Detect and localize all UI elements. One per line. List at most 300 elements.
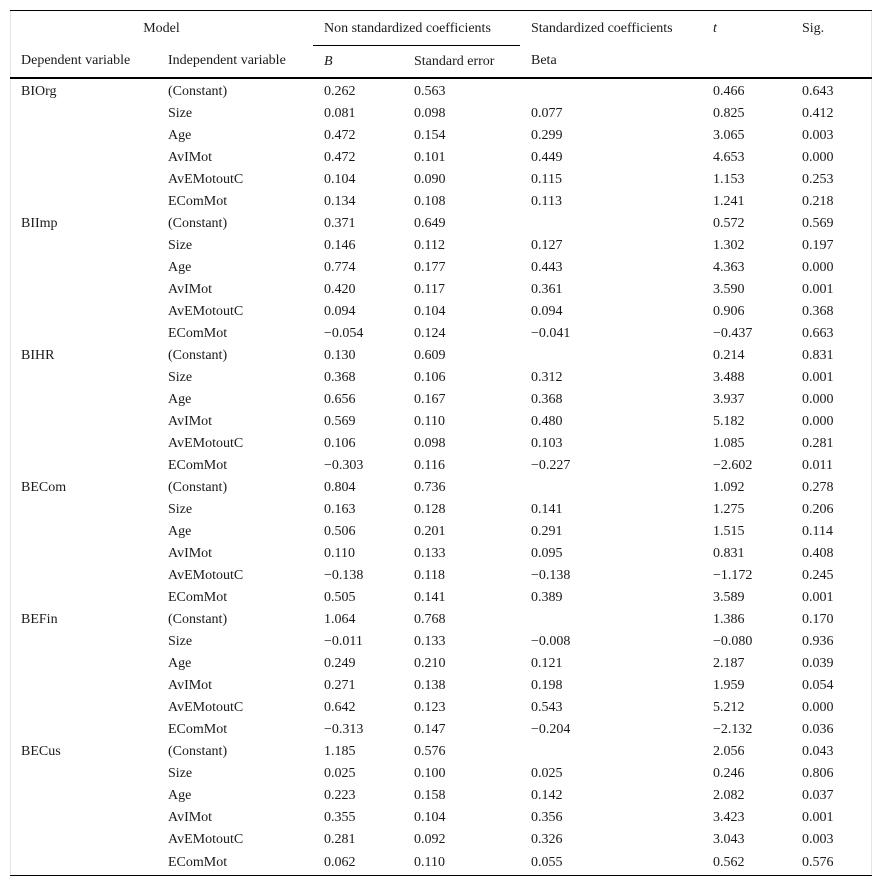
standard-error-cell: 0.609 <box>414 348 446 363</box>
sig-cell: 0.001 <box>802 810 834 825</box>
beta-cell: 0.361 <box>531 282 563 297</box>
t-cell: 3.065 <box>713 128 745 143</box>
table-row <box>10 543 872 565</box>
standard-error-cell: 0.124 <box>414 326 446 341</box>
dependent-variable-cell <box>10 499 157 521</box>
t-subheader-empty <box>702 46 791 79</box>
standardized-header: Standardized coefficients <box>531 20 673 36</box>
dependent-variable-header: Dependent variable <box>21 53 131 69</box>
b-cell: 0.656 <box>324 392 356 407</box>
table-row <box>10 829 872 851</box>
table-row <box>10 103 872 125</box>
beta-cell <box>520 213 702 235</box>
t-cell: 3.589 <box>713 590 745 605</box>
b-cell: 0.262 <box>324 84 356 99</box>
dependent-variable-cell: BECom <box>21 480 67 495</box>
sig-cell: 0.037 <box>802 788 834 803</box>
independent-variable-cell: EComMot <box>168 855 228 870</box>
beta-cell <box>520 78 702 103</box>
standard-error-cell: 0.167 <box>414 392 446 407</box>
standard-error-cell: 0.104 <box>414 810 446 825</box>
dependent-variable-cell <box>10 807 157 829</box>
b-cell: 0.094 <box>324 304 356 319</box>
table-row <box>10 125 872 147</box>
t-cell: −0.080 <box>713 634 753 649</box>
dependent-variable-cell <box>10 653 157 675</box>
table-row <box>10 257 872 279</box>
sig-cell: 0.218 <box>802 194 834 209</box>
standard-error-cell: 0.201 <box>414 524 446 539</box>
t-cell: 2.082 <box>713 788 745 803</box>
sig-cell: 0.000 <box>802 700 834 715</box>
sig-cell: 0.569 <box>802 216 834 231</box>
independent-variable-cell: EComMot <box>168 326 228 341</box>
sig-cell: 0.831 <box>802 348 834 363</box>
sig-cell: 0.043 <box>802 744 834 759</box>
standard-error-cell: 0.210 <box>414 656 446 671</box>
dependent-variable-cell <box>10 521 157 543</box>
beta-cell: 0.356 <box>531 810 563 825</box>
b-cell: −0.138 <box>324 568 364 583</box>
sig-cell: 0.000 <box>802 414 834 429</box>
beta-cell: 0.480 <box>531 414 563 429</box>
b-cell: −0.303 <box>324 458 364 473</box>
b-cell: 0.081 <box>324 106 356 121</box>
standard-error-cell: 0.116 <box>414 458 445 473</box>
table-row <box>10 367 872 389</box>
sig-cell: 0.001 <box>802 282 834 297</box>
t-cell: 1.275 <box>713 502 745 517</box>
t-cell: 1.241 <box>713 194 745 209</box>
sig-header: Sig. <box>802 20 825 36</box>
independent-variable-cell: Size <box>168 766 193 781</box>
t-cell: 0.906 <box>713 304 745 319</box>
sig-cell: 0.245 <box>802 568 834 583</box>
beta-cell: 0.198 <box>531 678 563 693</box>
sig-cell: 0.643 <box>802 84 834 99</box>
sig-cell: 0.197 <box>802 238 834 253</box>
t-cell: −0.437 <box>713 326 753 341</box>
dependent-variable-cell <box>10 719 157 741</box>
standard-error-cell: 0.133 <box>414 634 446 649</box>
t-cell: 2.056 <box>713 744 745 759</box>
dependent-variable-cell: BEFin <box>21 612 58 627</box>
sig-cell: 0.206 <box>802 502 834 517</box>
table-row <box>10 235 872 257</box>
b-cell: 0.271 <box>324 678 356 693</box>
dependent-variable-cell: BIImp <box>21 216 58 231</box>
dependent-variable-cell <box>10 411 157 433</box>
t-cell: 3.937 <box>713 392 745 407</box>
dependent-variable-cell <box>10 301 157 323</box>
b-cell: 0.104 <box>324 172 356 187</box>
t-cell: 1.386 <box>713 612 745 627</box>
standard-error-cell: 0.154 <box>414 128 446 143</box>
b-cell: 0.025 <box>324 766 356 781</box>
table-row <box>10 433 872 455</box>
dependent-variable-cell <box>10 829 157 851</box>
table-row <box>10 213 872 235</box>
t-cell: 0.466 <box>713 84 745 99</box>
standard-error-cell: 0.112 <box>414 238 445 253</box>
standard-error-cell: 0.098 <box>414 106 446 121</box>
independent-variable-cell: Age <box>168 656 192 671</box>
b-cell: 0.110 <box>324 546 355 561</box>
dependent-variable-cell <box>10 389 157 411</box>
dependent-variable-cell <box>10 279 157 301</box>
sig-cell: 0.039 <box>802 656 834 671</box>
standard-error-cell: 0.177 <box>414 260 446 275</box>
table-row <box>10 675 872 697</box>
beta-cell: 0.368 <box>531 392 563 407</box>
t-cell: 4.363 <box>713 260 745 275</box>
standard-error-cell: 0.098 <box>414 436 446 451</box>
beta-cell: 0.095 <box>531 546 563 561</box>
sig-cell: 0.003 <box>802 128 834 143</box>
beta-cell: 0.141 <box>531 502 563 517</box>
standard-error-cell: 0.100 <box>414 766 446 781</box>
beta-cell: 0.103 <box>531 436 563 451</box>
independent-variable-cell: (Constant) <box>168 348 228 363</box>
table-row <box>10 719 872 741</box>
independent-variable-cell: (Constant) <box>168 480 228 495</box>
beta-cell: 0.312 <box>531 370 563 385</box>
sig-cell: 0.936 <box>802 634 834 649</box>
t-cell: 3.488 <box>713 370 745 385</box>
independent-variable-cell: AvIMot <box>168 678 213 693</box>
standard-error-cell: 0.133 <box>414 546 446 561</box>
table-row <box>10 653 872 675</box>
b-cell: 0.472 <box>324 150 356 165</box>
regression-table <box>10 10 872 876</box>
table-row <box>10 807 872 829</box>
dependent-variable-cell <box>10 785 157 807</box>
t-cell: 0.825 <box>713 106 745 121</box>
sig-cell: 0.000 <box>802 260 834 275</box>
b-cell: 0.134 <box>324 194 356 209</box>
standard-error-cell: 0.576 <box>414 744 446 759</box>
t-cell: 1.153 <box>713 172 745 187</box>
header-row-1 <box>10 11 872 46</box>
independent-variable-cell: Age <box>168 392 192 407</box>
table-row <box>10 191 872 213</box>
t-cell: 3.590 <box>713 282 745 297</box>
beta-cell <box>520 477 702 499</box>
independent-variable-cell: EComMot <box>168 590 228 605</box>
standard-error-cell: 0.138 <box>414 678 446 693</box>
dependent-variable-cell <box>10 675 157 697</box>
independent-variable-cell: AvEMotoutC <box>168 436 244 451</box>
independent-variable-cell: EComMot <box>168 722 228 737</box>
table-row <box>10 345 872 367</box>
independent-variable-cell: AvIMot <box>168 810 213 825</box>
b-cell: −0.054 <box>324 326 364 341</box>
independent-variable-cell: Size <box>168 370 193 385</box>
dependent-variable-cell <box>10 565 157 587</box>
b-cell: 0.249 <box>324 656 356 671</box>
t-cell: 2.187 <box>713 656 745 671</box>
b-cell: −0.011 <box>324 634 363 649</box>
beta-cell <box>520 741 702 763</box>
b-cell: 0.505 <box>324 590 356 605</box>
b-cell: 0.371 <box>324 216 356 231</box>
beta-cell: 0.389 <box>531 590 563 605</box>
independent-variable-cell: Size <box>168 634 193 649</box>
dependent-variable-cell <box>10 191 157 213</box>
table-row <box>10 851 872 876</box>
table-row <box>10 609 872 631</box>
independent-variable-cell: Age <box>168 788 192 803</box>
standard-error-cell: 0.123 <box>414 700 446 715</box>
table-row <box>10 587 872 609</box>
independent-variable-cell: (Constant) <box>168 216 228 231</box>
b-cell: 0.355 <box>324 810 356 825</box>
sig-cell: 0.576 <box>802 855 834 870</box>
table-row <box>10 741 872 763</box>
sig-cell: 0.054 <box>802 678 834 693</box>
beta-cell: 0.291 <box>531 524 563 539</box>
table-row <box>10 565 872 587</box>
independent-variable-cell: AvEMotoutC <box>168 304 244 319</box>
dependent-variable-cell <box>10 367 157 389</box>
beta-cell: 0.543 <box>531 700 563 715</box>
sig-cell: 0.114 <box>802 524 833 539</box>
dependent-variable-cell <box>10 257 157 279</box>
beta-cell: 0.115 <box>531 172 562 187</box>
t-cell: 5.212 <box>713 700 745 715</box>
beta-cell: −0.138 <box>531 568 571 583</box>
model-header: Model <box>143 20 180 36</box>
standard-error-cell: 0.147 <box>414 722 446 737</box>
independent-variable-cell: (Constant) <box>168 84 228 99</box>
b-cell: 0.062 <box>324 855 356 870</box>
table-row <box>10 323 872 345</box>
b-cell: 1.185 <box>324 744 356 759</box>
table-body <box>10 78 872 876</box>
sig-cell: 0.412 <box>802 106 834 121</box>
beta-cell: 0.025 <box>531 766 563 781</box>
t-cell: 3.423 <box>713 810 745 825</box>
sig-cell: 0.001 <box>802 590 834 605</box>
b-cell: 0.368 <box>324 370 356 385</box>
t-header: t <box>713 20 717 36</box>
independent-variable-cell: AvIMot <box>168 414 213 429</box>
table-row <box>10 301 872 323</box>
b-cell: 0.281 <box>324 832 356 847</box>
t-cell: 1.085 <box>713 436 745 451</box>
beta-header: Beta <box>531 53 557 69</box>
standard-error-cell: 0.158 <box>414 788 446 803</box>
independent-variable-cell: AvIMot <box>168 282 213 297</box>
sig-cell: 0.000 <box>802 150 834 165</box>
standard-error-cell: 0.128 <box>414 502 446 517</box>
beta-cell: −0.227 <box>531 458 571 473</box>
independent-variable-cell: AvIMot <box>168 546 213 561</box>
t-cell: −2.602 <box>713 458 753 473</box>
independent-variable-cell: AvEMotoutC <box>168 832 244 847</box>
standard-error-cell: 0.101 <box>414 150 446 165</box>
b-cell: 0.146 <box>324 238 356 253</box>
independent-variable-cell: Age <box>168 260 192 275</box>
sig-cell: 0.408 <box>802 546 834 561</box>
table-row <box>10 631 872 653</box>
beta-cell: 0.127 <box>531 238 563 253</box>
sig-cell: 0.253 <box>802 172 834 187</box>
table-row <box>10 477 872 499</box>
table-header <box>10 11 872 79</box>
standard-error-cell: 0.104 <box>414 304 446 319</box>
sig-cell: 0.036 <box>802 722 834 737</box>
independent-variable-cell: (Constant) <box>168 744 228 759</box>
beta-cell: 0.443 <box>531 260 563 275</box>
independent-variable-cell: Age <box>168 128 192 143</box>
b-cell: 0.804 <box>324 480 356 495</box>
sig-cell: 0.001 <box>802 370 834 385</box>
standard-error-cell: 0.110 <box>414 855 445 870</box>
t-cell: −2.132 <box>713 722 753 737</box>
independent-variable-cell: AvEMotoutC <box>168 172 244 187</box>
b-cell: 0.774 <box>324 260 356 275</box>
dependent-variable-cell <box>10 235 157 257</box>
standard-error-cell: 0.736 <box>414 480 446 495</box>
independent-variable-cell: Size <box>168 106 193 121</box>
dependent-variable-cell: BECus <box>21 744 61 759</box>
beta-cell: 0.299 <box>531 128 563 143</box>
beta-cell: 0.077 <box>531 106 563 121</box>
table-row <box>10 169 872 191</box>
dependent-variable-cell <box>10 763 157 785</box>
t-cell: 0.246 <box>713 766 745 781</box>
sig-cell: 0.278 <box>802 480 834 495</box>
table-row <box>10 411 872 433</box>
b-cell: 0.569 <box>324 414 356 429</box>
dependent-variable-cell <box>10 697 157 719</box>
b-cell: −0.313 <box>324 722 364 737</box>
beta-cell <box>520 345 702 367</box>
sig-cell: 0.003 <box>802 832 834 847</box>
beta-cell: 0.121 <box>531 656 563 671</box>
table-row <box>10 78 872 103</box>
t-cell: 5.182 <box>713 414 745 429</box>
standard-error-cell: 0.563 <box>414 84 446 99</box>
table-row <box>10 455 872 477</box>
t-cell: 4.653 <box>713 150 745 165</box>
standard-error-cell: 0.649 <box>414 216 446 231</box>
table-row <box>10 389 872 411</box>
t-cell: 1.959 <box>713 678 745 693</box>
table-row <box>10 279 872 301</box>
sig-cell: 0.368 <box>802 304 834 319</box>
dependent-variable-cell <box>10 587 157 609</box>
standard-error-cell: 0.108 <box>414 194 446 209</box>
beta-cell: 0.055 <box>531 855 563 870</box>
b-cell: 0.223 <box>324 788 356 803</box>
b-cell: 0.163 <box>324 502 356 517</box>
beta-cell: −0.041 <box>531 326 571 341</box>
dependent-variable-cell <box>10 631 157 653</box>
standard-error-cell: 0.118 <box>414 568 445 583</box>
standard-error-cell: 0.092 <box>414 832 446 847</box>
t-cell: 1.515 <box>713 524 745 539</box>
independent-variable-cell: EComMot <box>168 194 228 209</box>
b-cell: 0.130 <box>324 348 356 363</box>
table-row <box>10 499 872 521</box>
b-cell: 0.472 <box>324 128 356 143</box>
table-row <box>10 763 872 785</box>
standard-error-cell: 0.117 <box>414 282 445 297</box>
independent-variable-cell: AvIMot <box>168 150 213 165</box>
dependent-variable-cell <box>10 147 157 169</box>
standard-error-header: Standard error <box>414 53 495 69</box>
beta-cell <box>520 609 702 631</box>
standard-error-cell: 0.110 <box>414 414 445 429</box>
sig-subheader-empty <box>791 46 872 79</box>
b-cell: 0.642 <box>324 700 356 715</box>
b-cell: 1.064 <box>324 612 356 627</box>
independent-variable-cell: Size <box>168 502 193 517</box>
t-cell: 0.831 <box>713 546 745 561</box>
table-row <box>10 521 872 543</box>
t-cell: 3.043 <box>713 832 745 847</box>
independent-variable-header: Independent variable <box>168 53 286 69</box>
table-row <box>10 147 872 169</box>
dependent-variable-cell: BIOrg <box>21 84 57 99</box>
sig-cell: 0.281 <box>802 436 834 451</box>
t-cell: −1.172 <box>713 568 753 583</box>
b-cell: 0.506 <box>324 524 356 539</box>
t-cell: 0.562 <box>713 855 745 870</box>
independent-variable-cell: Age <box>168 524 192 539</box>
beta-cell: 0.449 <box>531 150 563 165</box>
independent-variable-cell: Size <box>168 238 193 253</box>
beta-cell: 0.094 <box>531 304 563 319</box>
sig-cell: 0.000 <box>802 392 834 407</box>
b-cell: 0.420 <box>324 282 356 297</box>
dependent-variable-cell <box>10 323 157 345</box>
table-row <box>10 697 872 719</box>
sig-cell: 0.806 <box>802 766 834 781</box>
non-standardized-header: Non standardized coefficients <box>313 11 520 46</box>
dependent-variable-cell: BIHR <box>21 348 55 363</box>
dependent-variable-cell <box>10 169 157 191</box>
header-row-2 <box>10 46 872 79</box>
b-header: B <box>324 53 333 69</box>
independent-variable-cell: AvEMotoutC <box>168 568 244 583</box>
standard-error-cell: 0.090 <box>414 172 446 187</box>
beta-cell: −0.204 <box>531 722 571 737</box>
t-cell: 1.092 <box>713 480 745 495</box>
independent-variable-cell: EComMot <box>168 458 228 473</box>
t-cell: 0.214 <box>713 348 745 363</box>
beta-cell: −0.008 <box>531 634 571 649</box>
b-cell: 0.106 <box>324 436 356 451</box>
dependent-variable-cell <box>10 455 157 477</box>
beta-cell: 0.113 <box>531 194 562 209</box>
standard-error-cell: 0.141 <box>414 590 446 605</box>
sig-cell: 0.663 <box>802 326 834 341</box>
t-cell: 0.572 <box>713 216 745 231</box>
dependent-variable-cell <box>10 103 157 125</box>
dependent-variable-cell <box>10 851 157 876</box>
sig-cell: 0.011 <box>802 458 833 473</box>
table-row <box>10 785 872 807</box>
dependent-variable-cell <box>10 433 157 455</box>
beta-cell: 0.142 <box>531 788 563 803</box>
dependent-variable-cell <box>10 543 157 565</box>
standard-error-cell: 0.106 <box>414 370 446 385</box>
beta-cell: 0.326 <box>531 832 563 847</box>
independent-variable-cell: (Constant) <box>168 612 228 627</box>
